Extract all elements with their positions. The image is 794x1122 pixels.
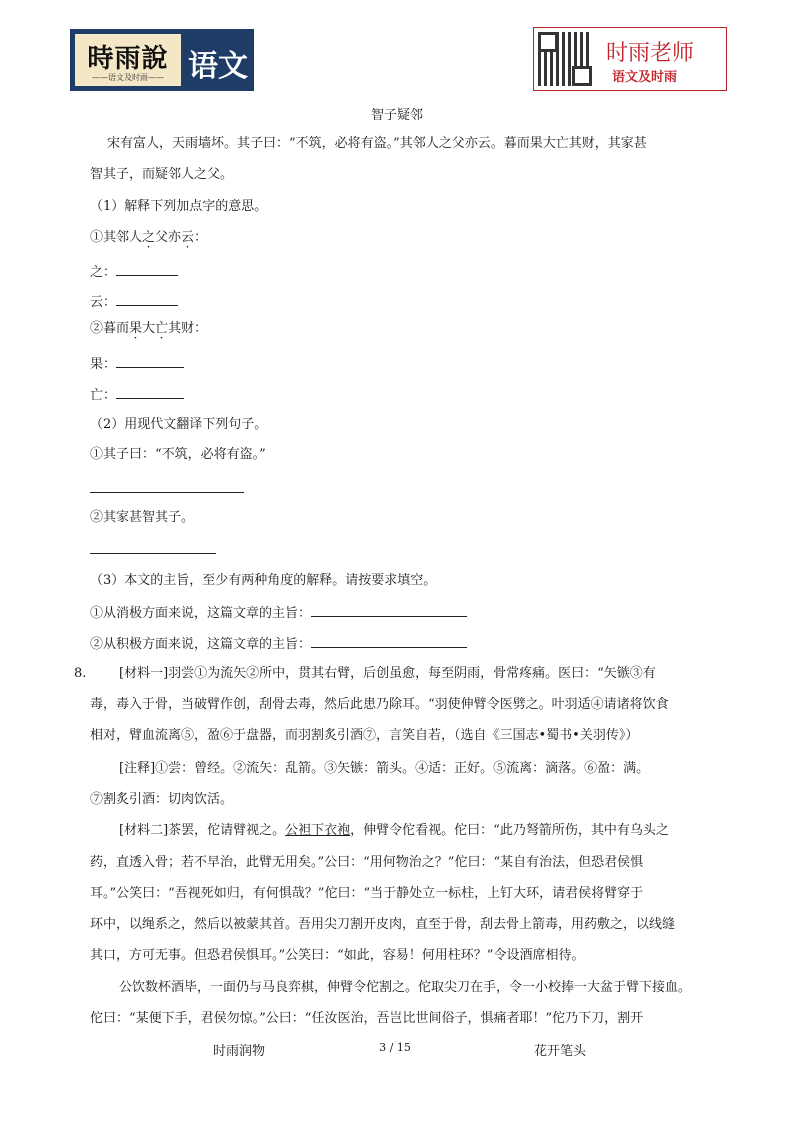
material-line: 相对，臂血流离⑤，盈⑥于盘器，而羽割炙引酒⑦，言笑自若，（选自《三国志•蜀书•关羽传》） (90, 728, 639, 743)
question-item (90, 320, 207, 337)
dotted-char: 云 (181, 230, 195, 245)
note-line: [注释]①尝：曾经。②流矢：乱箭。③矢镞：箭头。④适：正好。⑤流离：滴落。⑥盈：满。 (119, 761, 650, 776)
material-line: 药，直透入骨；若不早治，此臂无用矣。”公曰：“用何物治之？”佗曰：“某自有治法，但恐君侯惧 (90, 855, 644, 870)
answer-line (90, 262, 178, 281)
text-segment: ①其邻人 (90, 230, 143, 245)
material-line: 毒，毒入于骨，当破臂作创，刮骨去毒，然后此患乃除耳。“羽使伸臂令医劈之。叶羽适④请诸将饮食 (90, 697, 669, 712)
answer-label: 果： (90, 357, 117, 372)
material-line (119, 822, 669, 839)
teacher-logo (533, 27, 727, 91)
answer-label: ②从积极方面来说，这篇文章的主旨： (90, 637, 312, 652)
question-item: ①其子曰：“不筑，必将有盗。” (90, 447, 266, 462)
dotted-char: 果 (129, 321, 143, 336)
question-heading: （2）用现代文翻译下列句子。 (90, 417, 268, 432)
qr-code-icon (538, 32, 592, 86)
material-line: 佗曰：“某便下手，君侯勿惊。”公曰：“任汝医治，吾岂比世间俗子，惧痛者耶！”佗乃下刀，割开 (90, 1011, 644, 1026)
passage-line: 宋有富人，天雨墙坏。其子曰：“不筑，必将有盗。”其邻人之父亦云。暮而果大亡其财，其家甚 (107, 136, 647, 151)
text-segment: ： (194, 230, 208, 245)
underlined-phrase: 公袒下衣袍 (285, 823, 351, 838)
page-title: 智子疑邻 (370, 108, 423, 123)
text-segment: 父亦 (155, 230, 182, 245)
material-line: 环中，以绳系之，然后以被蒙其首。吾用尖刀割开皮肉，直至于骨，刮去骨上箭毒，用药敷之，以线缝 (90, 917, 676, 932)
answer-label: ①从消极方面来说，这篇文章的主旨： (90, 606, 312, 621)
brand-seal (73, 32, 183, 88)
answer-blank[interactable] (90, 492, 244, 493)
answer-blank[interactable] (311, 603, 467, 617)
material-line: [材料一]羽尝①为流矢②所中，贯其右臂，后创虽愈，每至阴雨，骨常疼痛。医曰：“矢镞③有 (119, 666, 656, 681)
text-segment: 其财： (168, 321, 208, 336)
answer-line (90, 292, 178, 311)
question-heading: （1）解释下列加点字的意思。 (90, 199, 268, 214)
text-segment: ，伸臂令佗看视。佗曰：“此乃弩箭所伤，其中有乌头之 (350, 823, 669, 838)
brand-logo (70, 29, 254, 91)
answer-blank[interactable] (116, 385, 184, 399)
answer-blank[interactable] (311, 634, 467, 648)
material-line: 其口，方可无事。但恐君侯惧耳。”公笑曰：“如此，容易！何用柱环？”令设酒席相待。 (90, 948, 585, 963)
teacher-name: 时雨老师 (606, 41, 695, 66)
text-segment: 大 (142, 321, 156, 336)
material-line: 耳。”公笑曰：“吾视死如归，有何惧哉？”佗曰：“当于静处立一标柱，上钉大环，请君侯将臂穿于 (90, 886, 644, 901)
answer-blank[interactable] (116, 262, 178, 276)
passage-line: 智其子，而疑邻人之父。 (90, 167, 234, 182)
question-number: 8. (74, 666, 87, 681)
question-item: ②其家甚智其子。 (90, 510, 195, 525)
answer-blank[interactable] (90, 553, 216, 554)
answer-line (90, 603, 467, 622)
brand-subject: 语文 (188, 49, 248, 84)
brand-name: 時雨說 (87, 44, 169, 74)
text-segment: [材料二]茶罢，佗请臂视之。 (119, 823, 286, 838)
note-line: ⑦割炙引酒：切肉饮活。 (90, 792, 234, 807)
dotted-char: 亡 (155, 321, 169, 336)
question-item (90, 229, 207, 246)
footer-right: 花开笔头 (534, 1044, 587, 1059)
answer-label: 云： (90, 295, 117, 310)
footer-left: 时雨润物 (213, 1044, 266, 1059)
answer-blank[interactable] (116, 292, 178, 306)
page-number: 3 / 15 (379, 1041, 411, 1054)
answer-blank[interactable] (116, 354, 184, 368)
material-line: 公饮数杯酒毕，一面仍与马良弈棋，伸臂令佗割之。佗取尖刀在手，令一小校捧一大盆于臂下接血。 (119, 980, 692, 995)
answer-line (90, 634, 467, 653)
teacher-subtitle: 语文及时雨 (612, 70, 678, 85)
dotted-char: 之 (142, 230, 156, 245)
answer-line (90, 354, 184, 373)
answer-label: 之： (90, 265, 117, 280)
brand-tagline: ——语文及时雨—— (92, 73, 164, 82)
answer-line (90, 385, 184, 404)
text-segment: ②暮而 (90, 321, 130, 336)
answer-label: 亡： (90, 388, 117, 403)
question-heading: （3）本文的主旨，至少有两种角度的解释。请按要求填空。 (90, 573, 437, 588)
